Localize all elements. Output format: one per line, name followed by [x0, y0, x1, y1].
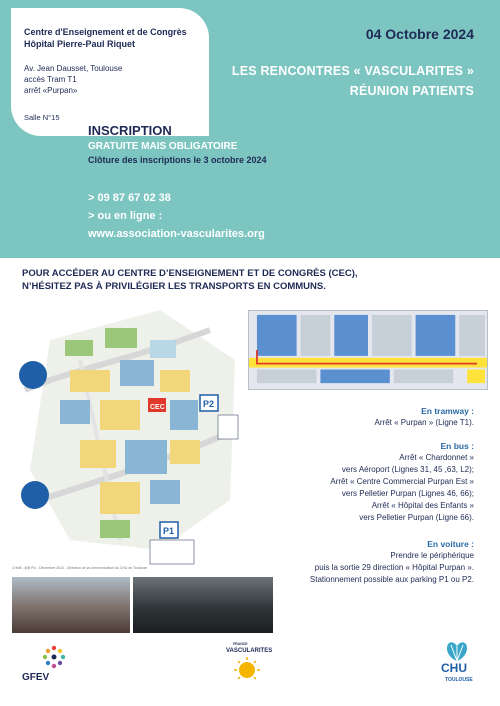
chu-logo-sub: TOULOUSE — [445, 677, 473, 683]
event-subtitle: RÉUNION PATIENTS — [349, 84, 474, 98]
gfev-logo: GFEV — [22, 672, 50, 683]
car-label: En voiture : — [427, 539, 474, 549]
cec-label: CEC — [150, 404, 165, 411]
chu-shell-icon — [444, 640, 470, 662]
building-photo — [12, 577, 130, 633]
access-marker — [19, 361, 47, 389]
bus-line: Arrêt « Centre Commercial Purpan Est » — [330, 477, 474, 486]
bus-line: Arrêt « Hôpital des Enfants » — [371, 501, 474, 510]
access-marker — [21, 481, 49, 509]
tram-line: Arrêt « Purpan » (Ligne T1). — [374, 418, 474, 427]
gfev-logo-icon — [40, 644, 68, 670]
sun-logo-icon — [230, 655, 264, 683]
address-line: accès Tram T1 — [24, 75, 77, 84]
access-notice-line: N’HÉSITEZ PAS À PRIVILÉGIER LES TRANSPORTS EN COMMUNS. — [22, 281, 326, 292]
website-link[interactable]: www.association-vascularites.org — [88, 228, 265, 240]
event-date: 04 Octobre 2024 — [365, 26, 474, 42]
event-title: LES RENCONTRES « VASCULARITES » — [231, 64, 474, 78]
car-info — [310, 538, 474, 586]
car-line: Prendre le périphérique — [390, 551, 474, 560]
address-line: arrêt «Purpan» — [24, 86, 78, 95]
map-credit: Crédit : @B Pic - Décembre 2024 - Direction de la communication du CHU de Toulouse — [12, 566, 148, 570]
p1-label: P1 — [163, 526, 175, 536]
header-banner — [0, 0, 500, 258]
access-notice-line: POUR ACCÉDER AU CENTRE D’ENSEIGNEMENT ET DE CONGRÈS (CEC), — [22, 268, 358, 279]
floor-plan — [248, 310, 488, 390]
corridor — [249, 358, 487, 368]
registration-heading: INSCRIPTION — [88, 123, 172, 138]
address-line: Av. Jean Dausset, Toulouse — [24, 64, 123, 73]
tram-label: En tramway : — [421, 406, 474, 416]
bus-label: En bus : — [440, 441, 474, 451]
bus-line: Arrêt « Chardonnet » — [399, 453, 474, 462]
france-vascularites-logo-top: FRANCE — [233, 642, 248, 646]
bus-line: vers Pelletier Purpan (Ligne 66). — [359, 513, 474, 522]
registration-deadline: Clôture des inscriptions le 3 octobre 2024 — [88, 155, 267, 165]
car-line: Stationnement possible aux parking P1 ou P2. — [309, 575, 474, 584]
venue-name: Centre d'Enseignement et de Congrès — [24, 27, 187, 37]
bus-info — [330, 440, 474, 524]
france-vascularites-logo: VASCULARITES — [226, 648, 273, 654]
registration-subheading: GRATUITE MAIS OBLIGATOIRE — [88, 141, 238, 152]
car-line: puis la sortie 29 direction « Hôpital Purpan ». — [314, 563, 474, 572]
chu-logo: CHU — [441, 661, 467, 675]
entrance-photo — [133, 577, 273, 633]
online-label: > ou en ligne : — [88, 210, 163, 222]
room-number: Salle N°15 — [24, 113, 60, 122]
tram-info — [375, 405, 474, 429]
hospital-name: Hôpital Pierre-Paul Riquet — [24, 39, 136, 49]
bus-line: vers Pelletier Purpan (Lignes 46, 66); — [341, 489, 474, 498]
bus-line: vers Aéroport (Lignes 31, 45 ,63, L2); — [341, 465, 474, 474]
p2-label: P2 — [203, 399, 215, 409]
phone-number[interactable]: > 09 87 67 02 38 — [88, 192, 171, 204]
campus-map — [10, 300, 240, 570]
